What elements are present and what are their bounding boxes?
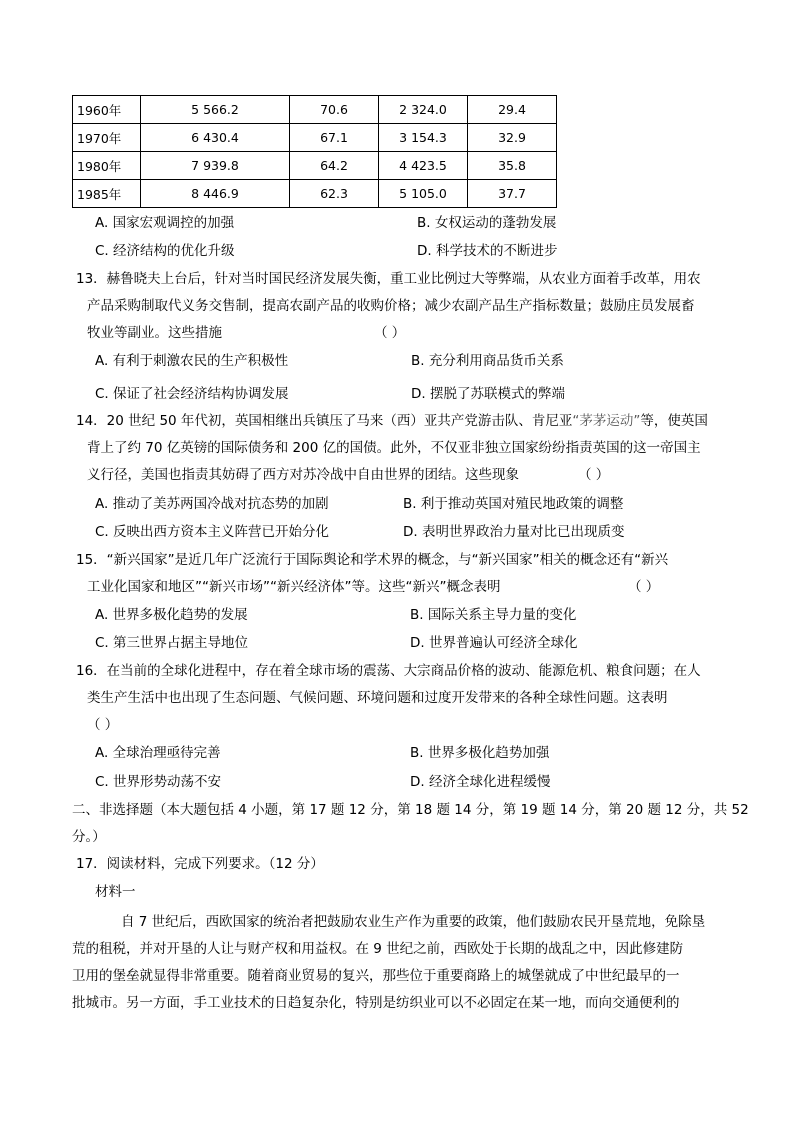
q16-option-a: A. 全球治理亟待完善: [95, 745, 221, 761]
table-cell-value: 35.8: [468, 152, 557, 180]
table-cell-value: 6 430.4: [141, 124, 290, 152]
q14-option-c: C. 反映出西方资本主义阵营已开始分化: [95, 524, 330, 540]
q13-stem-line1: 13．赫鲁晓夫上台后，针对当时国民经济发展失衡，重工业比例过大等弊端，从农业方面着手改革，用农: [76, 271, 701, 287]
table-cell-value: 8 446.9: [141, 180, 290, 208]
q14-answer-bracket: （ ）: [578, 467, 610, 483]
q12-option-d: D. 科学技术的不断进步: [417, 243, 558, 259]
q13-option-d: D. 摆脱了苏联模式的弊端: [411, 386, 565, 402]
q15-option-b: B. 国际关系主导力量的变化: [410, 607, 577, 623]
q14-stem-line1c: 等，使英国: [640, 413, 708, 429]
table-cell-value: 7 939.8: [141, 152, 290, 180]
table-cell-value: 5 105.0: [379, 180, 468, 208]
table-cell-value: 37.7: [468, 180, 557, 208]
table-cell-year: 1970年: [73, 124, 141, 152]
data-table: [72, 95, 557, 208]
table-row: [73, 180, 557, 208]
q14-stem-line3: 义行径，美国也指责其妨碍了西方对苏冷战中自由世界的团结。这些现象: [87, 467, 519, 483]
q12-option-c: C. 经济结构的优化升级: [95, 243, 235, 259]
table-cell-value: 5 566.2: [141, 96, 290, 124]
table-cell-value: 64.2: [290, 152, 379, 180]
q12-option-b: B. 女权运动的蓬勃发展: [417, 215, 557, 231]
q16-option-c: C. 世界形势动荡不安: [95, 774, 222, 790]
table-cell-value: 67.1: [290, 124, 379, 152]
q15-stem-line1: 15．“新兴国家”是近几年广泛流行于国际舆论和学术界的概念，与“新兴国家”相关的概念还有“新兴: [76, 552, 669, 568]
table-cell-value: 4 423.5: [379, 152, 468, 180]
q14-option-a: A. 推动了美苏两国冷战对抗态势的加剧: [95, 496, 329, 512]
q17-material-line3: 卫用的堡垒就显得非常重要。随着商业贸易的复兴，那些位于重要商路上的城堡就成了中世纪最早的一: [72, 968, 680, 984]
q16-option-d: D. 经济全球化进程缓慢: [410, 774, 551, 790]
table-cell-value: 62.3: [290, 180, 379, 208]
q13-option-a: A. 有利于刺激农民的生产积极性: [95, 353, 289, 369]
q15-answer-bracket: （ ）: [628, 579, 660, 595]
table-cell-value: 2 324.0: [379, 96, 468, 124]
q14-quote-maumau: “茅茅运动”: [572, 413, 641, 429]
q15-option-a: A. 世界多极化趋势的发展: [95, 607, 248, 623]
q13-option-b: B. 充分利用商品货币关系: [411, 353, 564, 369]
q16-stem-line2: 类生产生活中也出现了生态问题、气候问题、环境问题和过度开发带来的各种全球性问题。这表明: [87, 690, 668, 706]
table-cell-year: 1985年: [73, 180, 141, 208]
q17-material-line2: 荒的租税，并对开垦的人让与财产权和用益权。在 9 世纪之前，西欧处于长期的战乱之中，因此修建防: [72, 941, 684, 957]
q15-option-d: D. 世界普遍认可经济全球化: [410, 635, 578, 651]
q17-material-line1: 自 7 世纪后，西欧国家的统治者把鼓励农业生产作为重要的政策，他们鼓励农民开垦荒地，免除垦: [121, 914, 706, 930]
table-cell-year: 1960年: [73, 96, 141, 124]
q16-option-b: B. 世界多极化趋势加强: [410, 745, 550, 761]
q15-stem-line2: 工业化国家和地区”“新兴市场”“新兴经济体”等。这些“新兴”概念表明: [87, 579, 501, 595]
table-row: [73, 96, 557, 124]
q15-option-c: C. 第三世界占据主导地位: [95, 635, 249, 651]
table-cell-year: 1980年: [73, 152, 141, 180]
q14-option-b: B. 利于推动英国对殖民地政策的调整: [403, 496, 624, 512]
table-row: [73, 152, 557, 180]
q13-stem-line2: 产品采购制取代义务交售制，提高农副产品的收购价格；减少农副产品生产指标数量；鼓励庄员发展畜: [87, 298, 695, 314]
q17-title: 17．阅读材料，完成下列要求。（12 分）: [76, 856, 324, 872]
table-cell-value: 29.4: [468, 96, 557, 124]
table-cell-value: 3 154.3: [379, 124, 468, 152]
section2-heading-line2: 分。）: [72, 829, 106, 845]
table-cell-value: 32.9: [468, 124, 557, 152]
q16-stem-line1: 16．在当前的全球化进程中，存在着全球市场的震荡、大宗商品价格的波动、能源危机、粮食问题；在人: [76, 663, 701, 679]
table-row: [73, 124, 557, 152]
q12-option-a: A. 国家宏观调控的加强: [95, 215, 235, 231]
q13-answer-bracket: （ ）: [374, 325, 406, 341]
q14-stem-line1: [76, 412, 708, 430]
q13-option-c: C. 保证了社会经济结构协调发展: [95, 386, 289, 402]
q17-material-line4: 批城市。另一方面，手工业技术的日趋复杂化，特别是纺织业可以不必固定在某一地，而向交通便利的: [72, 995, 680, 1011]
q14-stem-line2: 背上了约 70 亿英镑的国际债务和 200 亿的国债。此外，不仅亚非独立国家纷纷指责英国的这一帝国主: [87, 440, 701, 456]
q14-option-d: D. 表明世界政治力量对比已出现质变: [403, 524, 625, 540]
table-cell-value: 70.6: [290, 96, 379, 124]
q17-material-label: 材料一: [95, 884, 136, 900]
q14-stem-line1a: 14．20 世纪 50 年代初，英国相继出兵镇压了马来（西）亚共产党游击队、肯尼亚: [76, 413, 573, 429]
section2-heading-line1: 二、非选择题（本大题包括 4 小题，第 17 题 12 分，第 18 题 14 分，第 19 题 14 分，第 20 题 12 分，共 52: [72, 802, 749, 818]
q16-answer-bracket: （ ）: [87, 717, 119, 733]
q13-stem-line3: 牧业等副业。这些措施: [87, 325, 222, 341]
